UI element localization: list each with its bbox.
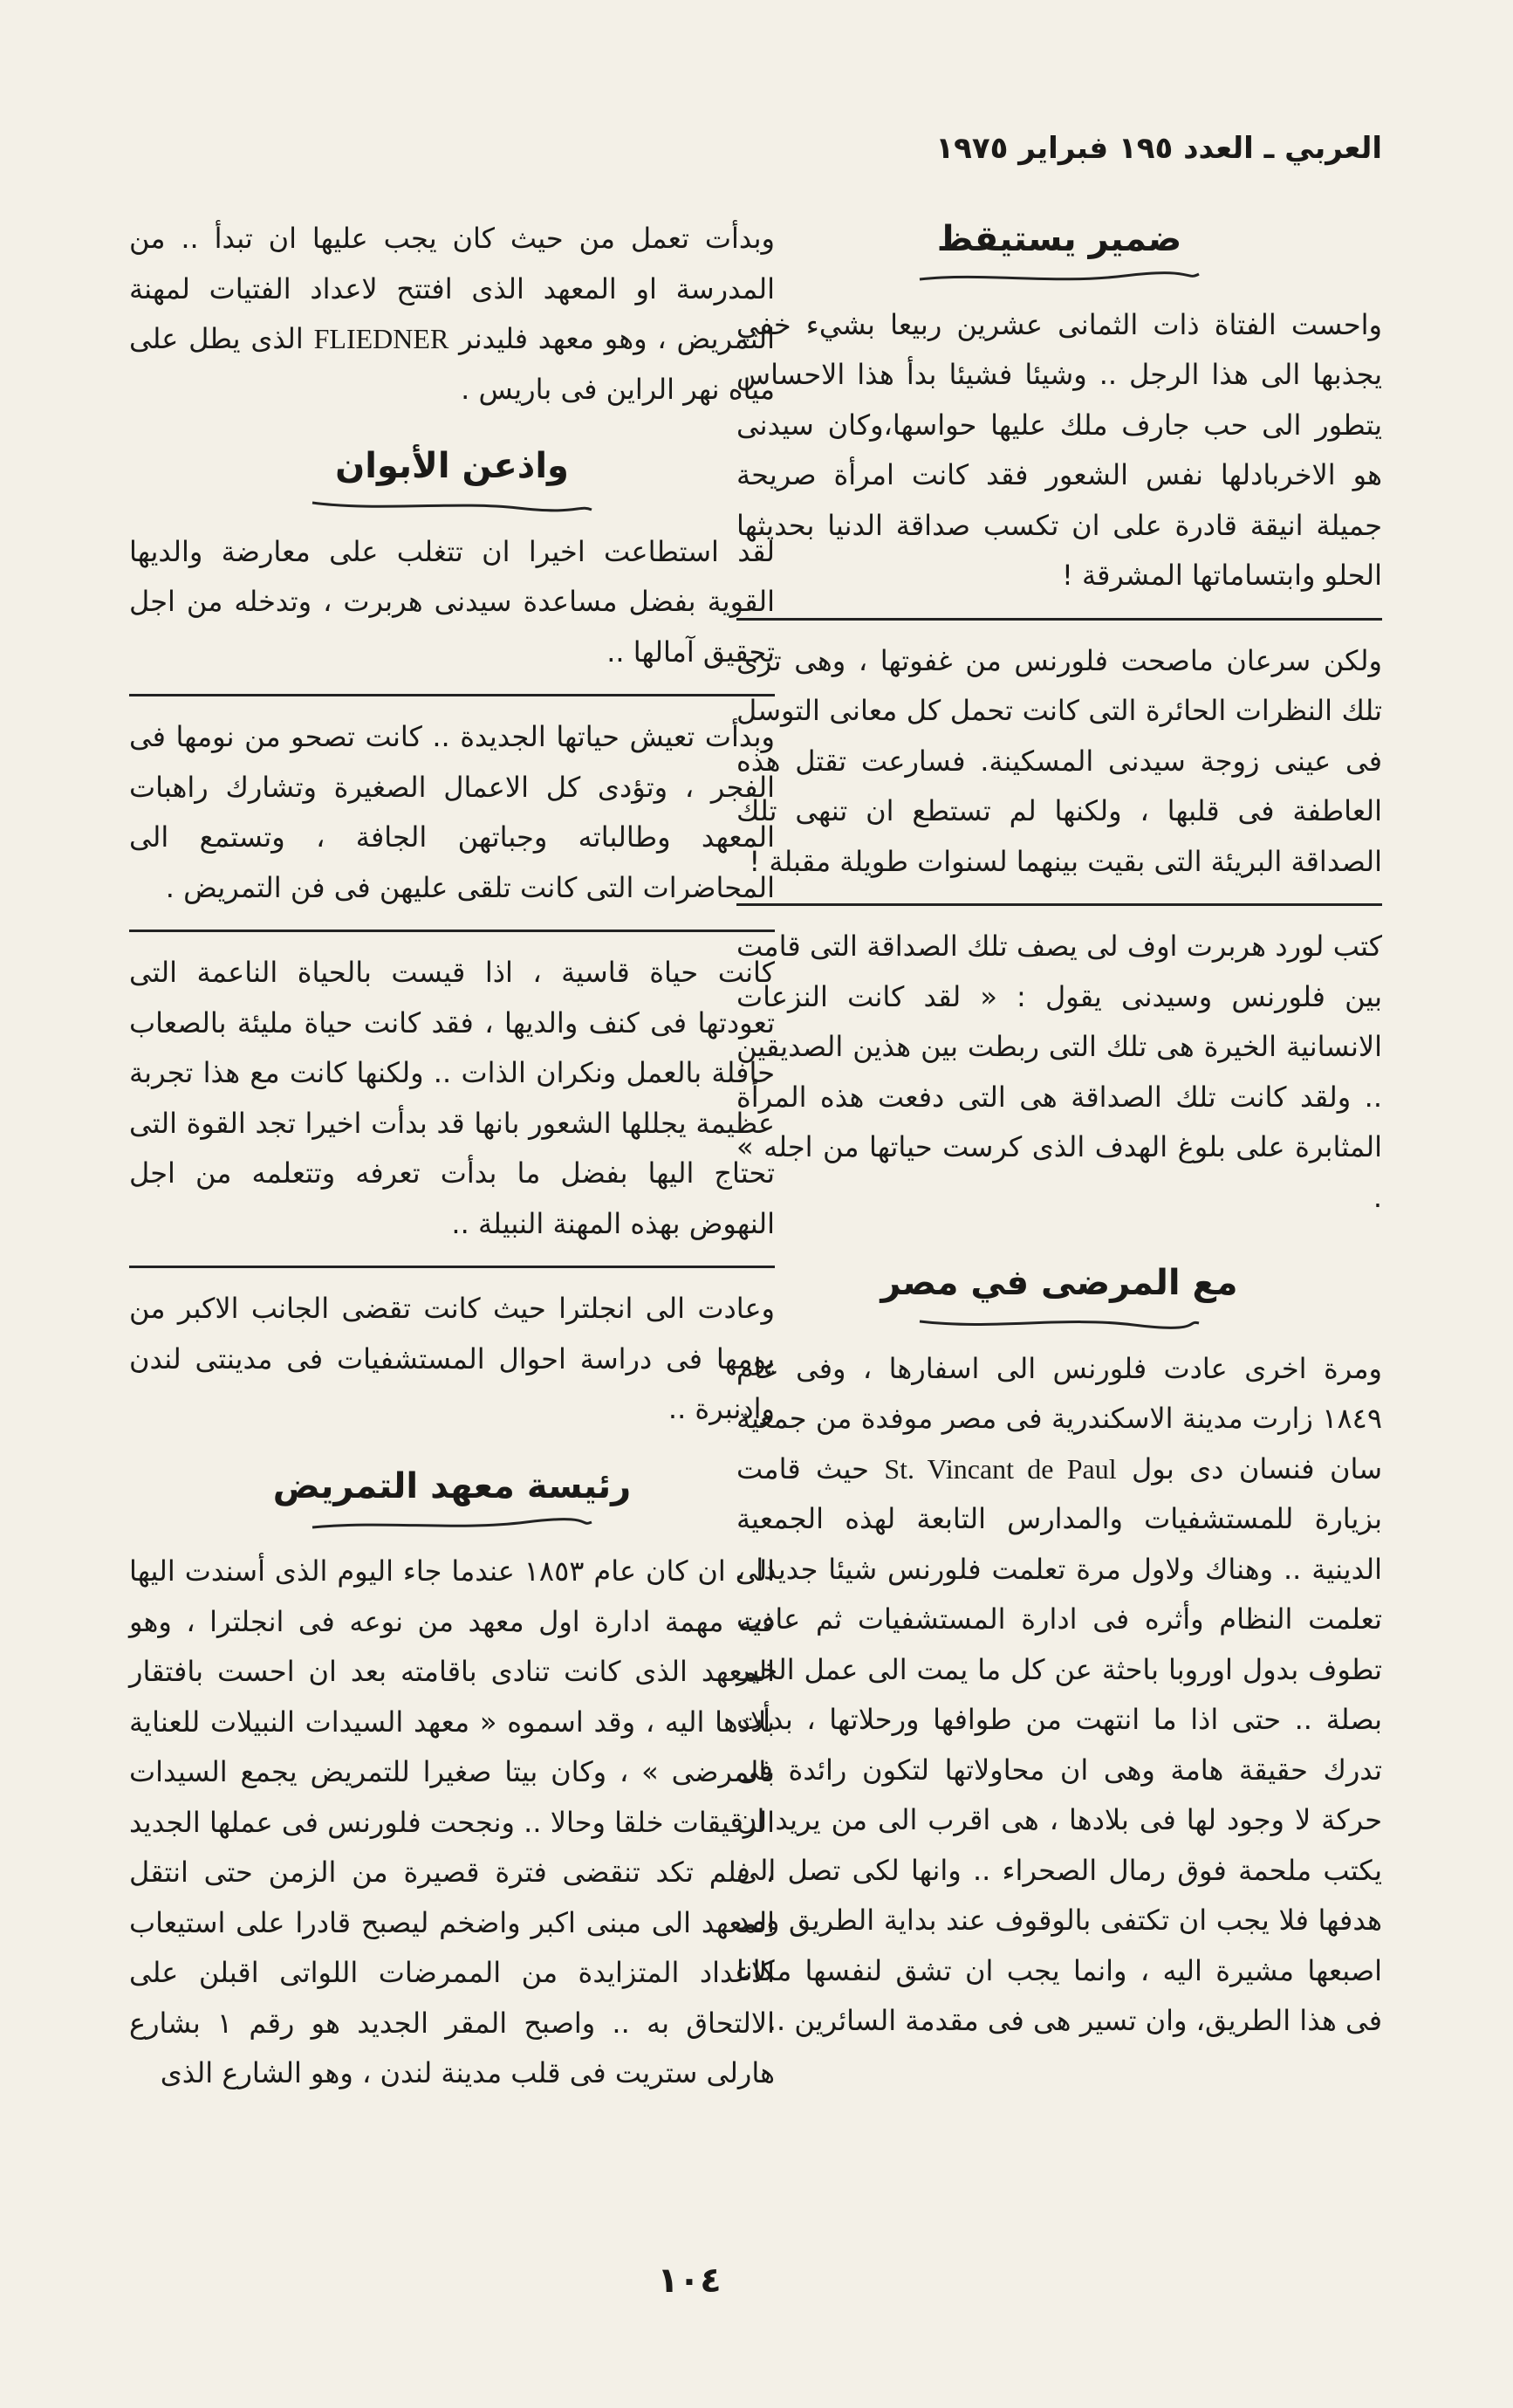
section-heading-egypt bbox=[736, 1258, 1382, 1332]
paragraph: كانت حياة قاسية ، اذا قيست بالحياة الناعمة التى تعودتها فى كنف والديها ، فقد كانت حياة مليئة بالصعاب حافلة بالعمل ونكران الذات .. ولكنها كانت مع هذا تجربة عظيمة يجللها الشعور بانها قد بدأت اخيرا تجد القوة التى تحتاج اليها بفضل ما بدأت تعرفه وتتعلمه من اجل النهوض بهذه المهنة النبيلة .. bbox=[129, 956, 775, 1240]
heading-swash-ornament bbox=[308, 496, 596, 515]
paragraph bbox=[736, 1344, 1382, 2047]
paragraph-text: وبدأت تعمل من حيث كان يجب عليها ان تبدأ .. من المدرسة او المعهد الذى افتتح لاعداد الفتيات لمهنة التمريض ، وهو معهد فليدنر bbox=[129, 222, 776, 355]
paragraph-divider bbox=[129, 913, 775, 948]
latin-name: FLIEDNER bbox=[313, 323, 449, 354]
paragraph: كتب لورد هربرت اوف لى يصف تلك الصداقة التى قامت بين فلورنس وسيدنى يقول : « لقد كانت النزعات الانسانية الخيرة هى تلك التى ربطت بين هذين الصديقين .. ولقد كانت تلك الصداقة هى التى دفعت هذه المرأة المثابرة على بلوغ الهدف الذى كرست حياتها من اجله » . bbox=[736, 930, 1382, 1214]
paragraph: وعادت الى انجلترا حيث كانت تقضى الجانب الاكبر من يومها فى دراسة احوال المستشفيات فى مدينتى لندن وادنبرة .. bbox=[129, 1292, 775, 1425]
heading-text: ضمير يستيقظ bbox=[936, 219, 1182, 259]
paragraph: واحست الفتاة ذات الثمانى عشرين ربيعا بشيء خفي يجذبها الى هذا الرجل .. وشيئا فشيئا بدأ هذا الاحساس يتطور الى حب جارف ملك عليها حواسها،وكان سيدنى هو الاخربادلها نفس الشعور فقد كانت امرأة صريحة جميلة انيقة قادرة على ان تكسب صداقة الدنيا بحديثها الحلو وابتساماتها المشرقة ! bbox=[736, 307, 1382, 592]
paragraph-text: ومرة اخرى عادت فلورنس الى اسفارها ، وفى عام ١٨٤٩ زارت مدينة الاسكندرية فى مصر موفدة من جمعية سان فنسان دى بول bbox=[736, 1351, 1383, 1485]
heading-text: مع المرضى في مصر bbox=[880, 1263, 1238, 1303]
paragraph bbox=[129, 214, 775, 415]
heading-swash-ornament bbox=[915, 1313, 1203, 1332]
left-column bbox=[129, 214, 775, 2099]
latin-name: St. Vincant de Paul bbox=[884, 1452, 1117, 1485]
heading-swash-ornament bbox=[915, 269, 1203, 288]
paragraph: وبدأت تعيش حياتها الجديدة .. كانت تصحو من نومها فى الفجر ، وتؤدى كل الاعمال الصغيرة وتشارك راهبات المعهد وطالباته وجباتهن الجافة ، وتستمع الى المحاضرات التى كانت تلقى عليهن فى فن التمريض . bbox=[129, 720, 775, 904]
paragraph-text: حيث قامت بزيارة للمستشفيات والمدارس التابعة لهذه الجمعية الدينية .. وهناك ولاول مرة تعلمت فلورنس شيئا جديدا ، تعلمت النظام وأثره فى ادارة المستشفيات ثم عادت تطوف بدول اوروبا باحثة عن كل ما يمت الى عمل الخير بصلة .. حتى اذا ما انتهت من طوافها ورحلاتها ، بدأت تدرك حقيقة هامة وهى ان محاولاتها لتكون رائدة فى حركة لا وجود لها فى بلادها ، هى اقرب الى من يريد ان يكتب ملحمة فوق رمال الصحراء .. وانها لكى تصل الى هدفها فلا يجب ان تكتفى بالوقوف عند بداية الطريق ومد اصبعها مشيرة اليه ، وانما يجب ان تشق لنفسها مكانا فى هذا الطريق، وان تسير هى فى مقدمة السائرين .. bbox=[736, 1451, 1382, 2037]
section-heading-institute-head bbox=[129, 1461, 775, 1535]
paragraph: لقد استطاعت اخيرا ان تتغلب على معارضة والديها القوية بفضل مساعدة سيدنى هربرت ، وتدخله من اجل تحقيق آمالها .. bbox=[129, 534, 775, 669]
heading-swash-ornament bbox=[308, 1515, 596, 1534]
running-head: العربي ـ العدد ١٩٥ فبراير ١٩٧٥ bbox=[935, 131, 1382, 166]
paragraph: الى ان كان عام ١٨٥٣ عندما جاء اليوم الذى أسندت اليها فيه مهمة ادارة اول معهد من نوعه فى انجلترا ، وهو المعهد الذى كانت تنادى باقامته بعد ان احست بافتقار بلادها اليه ، وقد اسموه « معهد السيدات النبيلات للعناية بالمرضى » ، وكان بيتا صغيرا للتمريض يجمع السيدات الرقيقات خلقا وحالا .. ونجحت فلورنس فى عملها الجديد ، فلم تكد تنقضى فترة قصيرة من الزمن حتى انتقل المعهد الى مبنى اكبر واضخم ليصبح قادرا على استيعاب الاعداد المتزايدة من الممرضات اللواتى اقبلن على الالتحاق به .. واصبح المقر الجديد هو رقم ١ بشارع هارلى ستريت فى قلب مدينة لندن ، وهو الشارع الذى bbox=[129, 1554, 776, 2089]
right-column bbox=[736, 214, 1382, 2047]
paragraph: ولكن سرعان ماصحت فلورنس من غفوتها ، وهى ترى تلك النظرات الحائرة التى كانت تحمل كل معانى التوسل فى عينى زوجة سيدنى المسكينة. فسارعت تقتل هذه العاطفة فى قلبها ، ولكنها لم تستطع ان تنهى تلك الصداقة البريئة التى بقيت بينهما لسنوات طويلة مقبلة ! bbox=[736, 643, 1382, 878]
paragraph-divider bbox=[736, 601, 1382, 636]
paragraph-divider bbox=[129, 1249, 775, 1284]
paragraph-divider bbox=[129, 677, 775, 712]
section-heading-parents bbox=[129, 441, 775, 515]
section-heading-conscience bbox=[736, 214, 1382, 288]
heading-text: رئيسة معهد التمريض bbox=[272, 1465, 632, 1506]
paragraph-divider bbox=[736, 887, 1382, 922]
paragraph-text: الذى يطل على مياه نهر الراين فى باريس . bbox=[129, 322, 775, 406]
heading-text: واذعن الأبوان bbox=[335, 446, 569, 486]
page-number: ١٠٤ bbox=[657, 2261, 722, 2301]
